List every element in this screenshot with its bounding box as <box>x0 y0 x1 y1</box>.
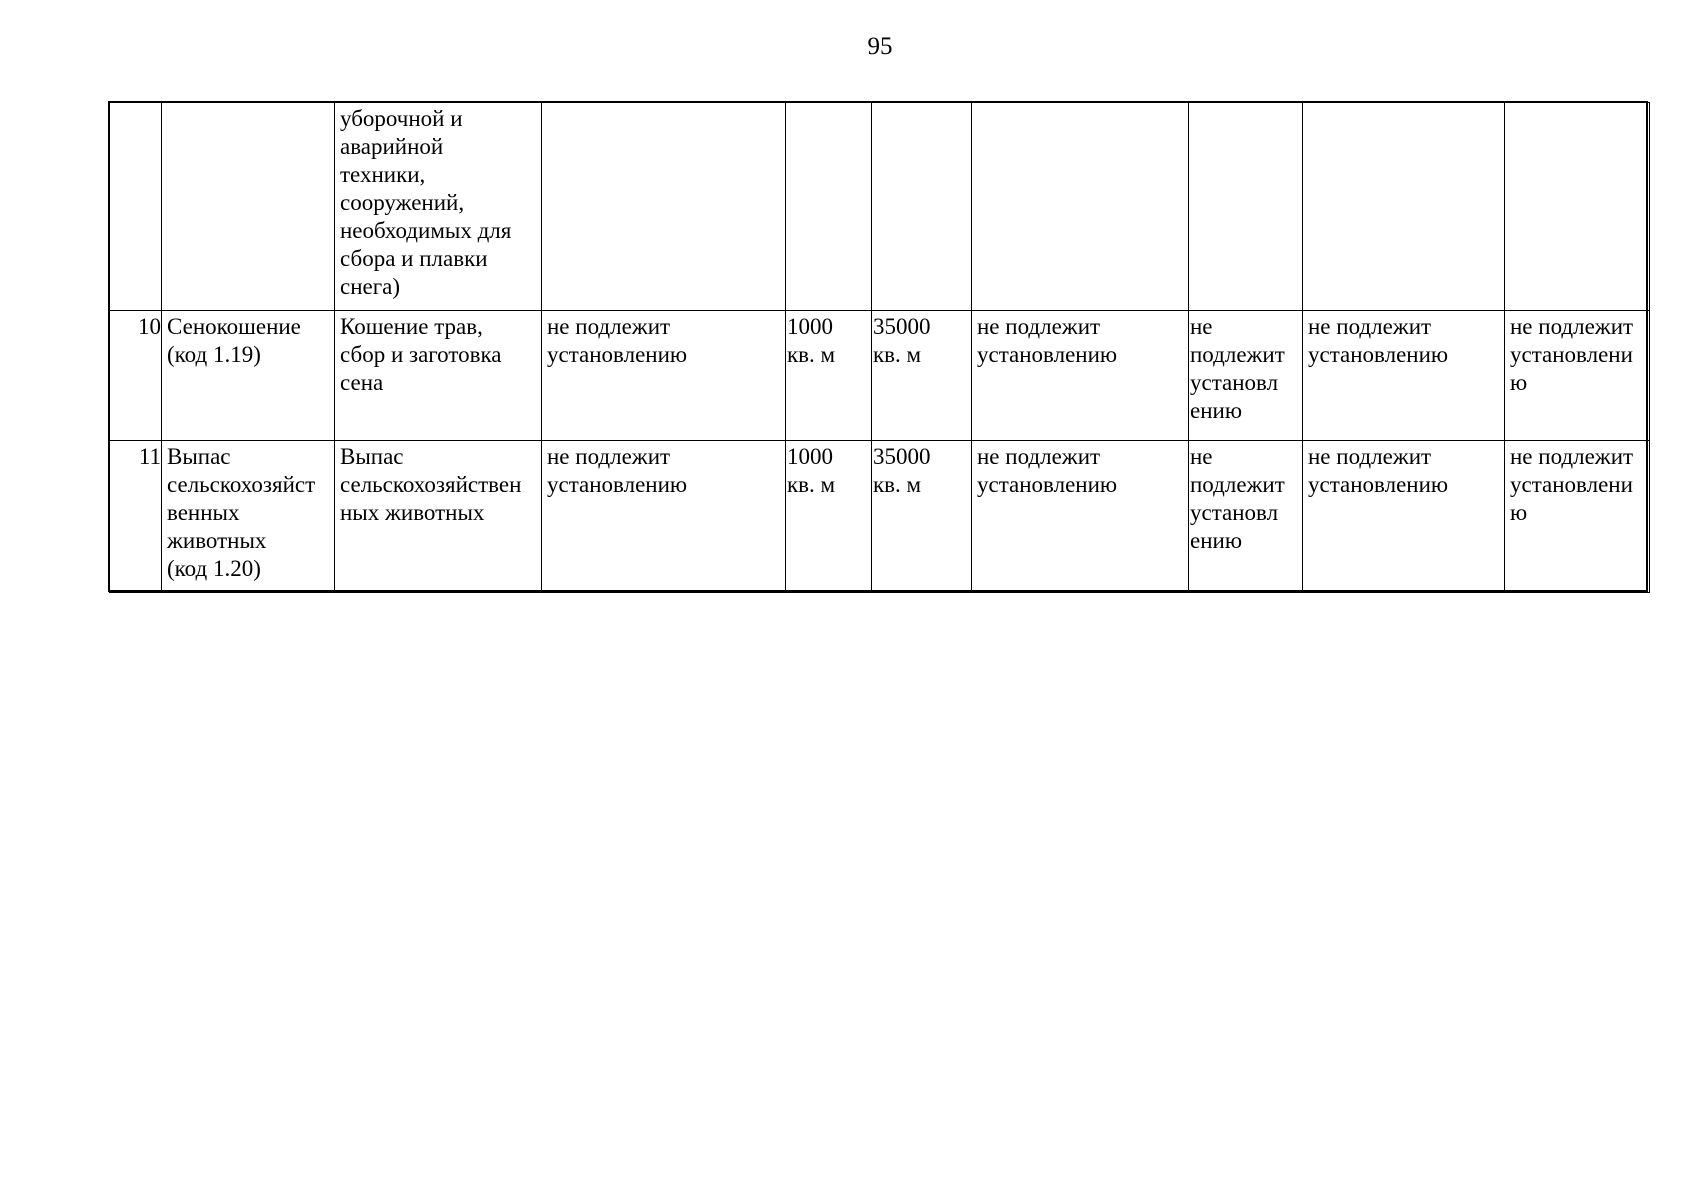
table-cell <box>972 103 1189 311</box>
cell-text-line: сельскохозяйст <box>167 472 316 497</box>
cell-text-line: установлени <box>1510 342 1633 367</box>
cell-text-line: снега) <box>340 274 401 299</box>
table-cell <box>542 441 786 593</box>
table-cell <box>972 311 1189 441</box>
table-row <box>110 311 1650 441</box>
cell-text-line: Выпас <box>340 444 404 469</box>
cell-text-line: сена <box>340 370 384 395</box>
cell-text-line: животных <box>167 528 267 553</box>
cell-text-line: установл <box>1190 500 1279 525</box>
cell-text-line: сбор и заготовка <box>340 342 502 367</box>
table-cell <box>1505 311 1650 441</box>
cell-text-line: установлени <box>1510 472 1633 497</box>
use-description-cell <box>335 441 542 593</box>
land-use-table <box>109 102 1650 593</box>
table-row <box>110 441 1650 593</box>
cell-text-line: установлению <box>547 472 688 497</box>
cell-text-line: не подлежит <box>1510 314 1634 339</box>
max-area-cell <box>872 441 972 593</box>
cell-text-line: уборочной и <box>340 106 463 131</box>
cell-text-line: 35000 <box>873 314 931 339</box>
cell-text-line: установл <box>1190 370 1279 395</box>
cell-text-line: не подлежит <box>547 314 671 339</box>
cell-text-line: 35000 <box>873 444 931 469</box>
cell-text-line: не <box>1190 314 1213 339</box>
use-description-cell <box>335 311 542 441</box>
use-name-cell <box>162 441 335 593</box>
cell-text-line: подлежит <box>1190 342 1285 367</box>
max-area-cell <box>872 103 972 311</box>
cell-text-line: аварийной <box>340 134 444 159</box>
cell-text-line: (код 1.20) <box>167 556 261 581</box>
cell-text-line: Сенокошение <box>167 314 301 339</box>
use-name-cell <box>162 311 335 441</box>
cell-text-line: 1000 <box>787 444 833 469</box>
cell-text-line: ению <box>1190 528 1243 553</box>
min-area-cell <box>786 311 872 441</box>
cell-text-line: установлению <box>547 342 688 367</box>
table-cell <box>1303 103 1505 311</box>
cell-text-line: не подлежит <box>977 314 1101 339</box>
table-cell <box>1189 441 1303 593</box>
table-row <box>110 103 1650 311</box>
cell-text-line: кв. м <box>873 472 922 497</box>
cell-text-line: не подлежит <box>1308 314 1432 339</box>
cell-text-line: Выпас <box>167 444 231 469</box>
table-cell <box>972 441 1189 593</box>
cell-text-line: техники, <box>340 162 426 187</box>
table-cell <box>1303 311 1505 441</box>
cell-text-line: подлежит <box>1190 472 1285 497</box>
cell-text-line: сбора и плавки <box>340 246 488 271</box>
cell-text-line: установлению <box>977 472 1118 497</box>
table-cell <box>1505 441 1650 593</box>
table-cell <box>1303 441 1505 593</box>
row-number-cell: 10 <box>110 311 162 441</box>
cell-text-line: ных животных <box>340 500 485 525</box>
cell-text-line: (код 1.19) <box>167 342 261 367</box>
cell-text-line: не подлежит <box>977 444 1101 469</box>
use-description-cell <box>335 103 542 311</box>
row-number-cell: 11 <box>110 441 162 593</box>
cell-text-line: установлению <box>977 342 1118 367</box>
cell-text-line: не подлежит <box>547 444 671 469</box>
cell-text-line: 1000 <box>787 314 833 339</box>
table-cell <box>542 311 786 441</box>
cell-text-line: кв. м <box>873 342 922 367</box>
row-number-cell <box>110 103 162 311</box>
min-area-cell <box>786 103 872 311</box>
cell-text-line: установлению <box>1308 342 1449 367</box>
min-area-cell <box>786 441 872 593</box>
cell-text-line: кв. м <box>787 472 836 497</box>
cell-text-line: Кошение трав, <box>340 314 483 339</box>
max-area-cell <box>872 311 972 441</box>
page-number: 95 <box>867 33 893 60</box>
cell-text-line: ю <box>1510 500 1528 525</box>
cell-text-line: сельскохозяйствен <box>340 472 522 497</box>
table-cell <box>1189 103 1303 311</box>
use-name-cell <box>162 103 335 311</box>
cell-text-line: не <box>1190 444 1213 469</box>
table-cell <box>1505 103 1650 311</box>
table-body <box>110 103 1650 593</box>
cell-text-line: не подлежит <box>1308 444 1432 469</box>
cell-text-line: венных <box>167 500 240 525</box>
cell-text-line: кв. м <box>787 342 836 367</box>
cell-text-line: не подлежит <box>1510 444 1634 469</box>
table-cell <box>1189 311 1303 441</box>
table-cell <box>542 103 786 311</box>
cell-text-line: ению <box>1190 398 1243 423</box>
cell-text-line: ю <box>1510 370 1528 395</box>
cell-text-line: необходимых для <box>340 218 512 243</box>
cell-text-line: сооружений, <box>340 190 465 215</box>
cell-text-line: установлению <box>1308 472 1449 497</box>
